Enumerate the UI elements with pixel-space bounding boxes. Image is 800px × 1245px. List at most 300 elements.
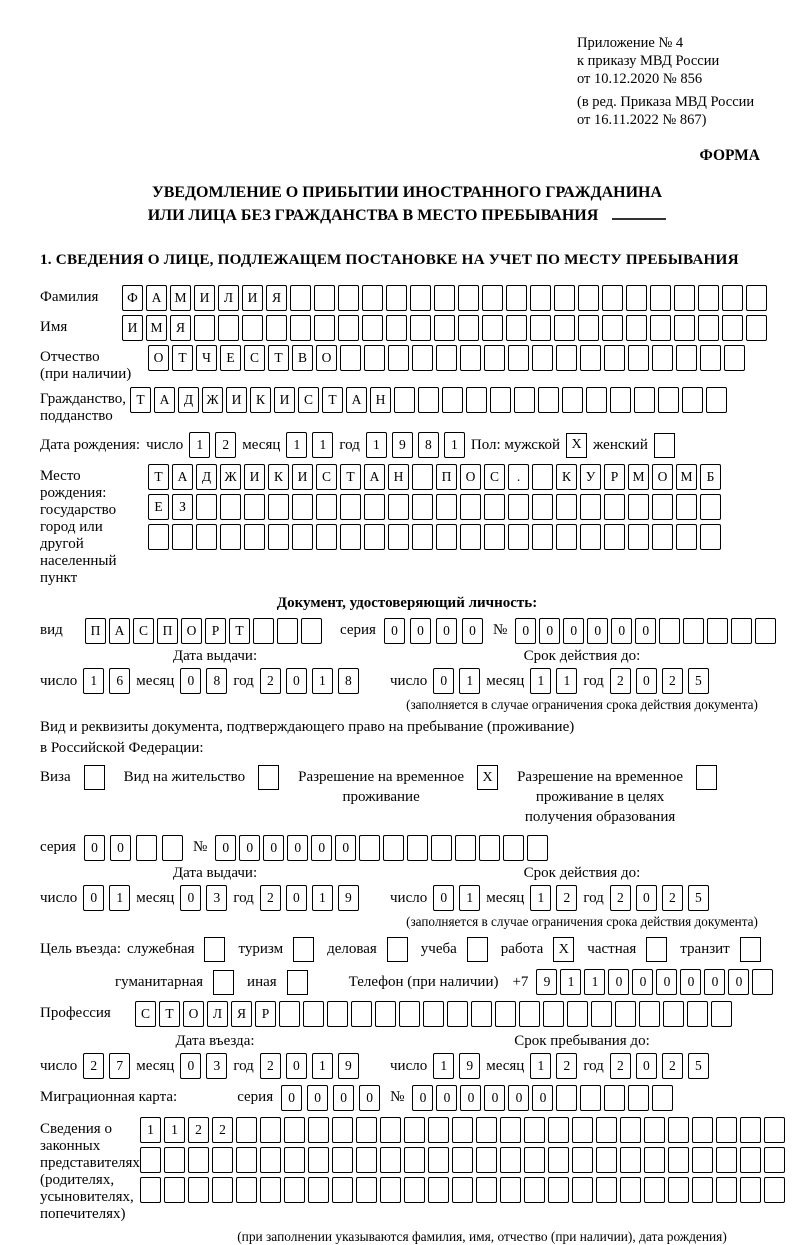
char-cell[interactable] — [260, 1117, 281, 1143]
char-cell[interactable] — [236, 1147, 257, 1173]
char-cell[interactable] — [500, 1177, 521, 1203]
char-cell[interactable] — [460, 494, 481, 520]
purpose-option-checkbox[interactable]: X — [553, 937, 574, 962]
char-cell[interactable]: А — [109, 618, 130, 644]
char-cell[interactable] — [253, 618, 274, 644]
char-cell[interactable]: 0 — [680, 969, 701, 995]
char-cell[interactable] — [663, 1001, 684, 1027]
char-cell[interactable] — [359, 835, 380, 861]
char-cell[interactable]: Т — [268, 345, 289, 371]
char-cell[interactable]: 0 — [333, 1085, 354, 1111]
char-cell[interactable] — [506, 315, 527, 341]
char-cell[interactable]: А — [364, 464, 385, 490]
char-cell[interactable] — [212, 1147, 233, 1173]
char-cell[interactable] — [548, 1177, 569, 1203]
char-cell[interactable] — [458, 315, 479, 341]
char-cell[interactable] — [303, 1001, 324, 1027]
char-cell[interactable] — [620, 1177, 641, 1203]
char-cell[interactable]: Ж — [220, 464, 241, 490]
date-cell[interactable]: 5 — [688, 1053, 709, 1079]
char-cell[interactable] — [716, 1177, 737, 1203]
char-cell[interactable] — [596, 1177, 617, 1203]
char-cell[interactable] — [644, 1147, 665, 1173]
char-cell[interactable] — [340, 524, 361, 550]
char-cell[interactable] — [604, 345, 625, 371]
char-cell[interactable] — [674, 315, 695, 341]
char-cell[interactable] — [652, 1085, 673, 1111]
char-cell[interactable]: И — [194, 285, 215, 311]
char-cell[interactable]: 0 — [563, 618, 584, 644]
date-cell[interactable]: 3 — [206, 1053, 227, 1079]
char-cell[interactable] — [412, 524, 433, 550]
char-cell[interactable] — [380, 1177, 401, 1203]
char-cell[interactable] — [236, 1177, 257, 1203]
char-cell[interactable] — [140, 1147, 161, 1173]
char-cell[interactable] — [706, 387, 727, 413]
char-cell[interactable]: 0 — [539, 618, 560, 644]
char-cell[interactable]: 9 — [536, 969, 557, 995]
char-cell[interactable] — [455, 835, 476, 861]
char-cell[interactable] — [524, 1177, 545, 1203]
char-cell[interactable]: Я — [266, 285, 287, 311]
char-cell[interactable] — [164, 1147, 185, 1173]
char-cell[interactable] — [386, 315, 407, 341]
char-cell[interactable] — [580, 524, 601, 550]
char-cell[interactable]: И — [292, 464, 313, 490]
char-cell[interactable]: А — [172, 464, 193, 490]
char-cell[interactable] — [394, 387, 415, 413]
char-cell[interactable] — [436, 494, 457, 520]
char-cell[interactable] — [423, 1001, 444, 1027]
date-cell[interactable]: 2 — [662, 668, 683, 694]
char-cell[interactable] — [383, 835, 404, 861]
char-cell[interactable] — [380, 1117, 401, 1143]
char-cell[interactable] — [220, 494, 241, 520]
char-cell[interactable] — [578, 315, 599, 341]
char-cell[interactable] — [572, 1147, 593, 1173]
char-cell[interactable]: 0 — [611, 618, 632, 644]
char-cell[interactable] — [634, 387, 655, 413]
purpose-option-checkbox[interactable] — [646, 937, 667, 962]
date-cell[interactable]: 8 — [418, 432, 439, 458]
char-cell[interactable] — [698, 285, 719, 311]
char-cell[interactable] — [277, 618, 298, 644]
date-cell[interactable]: 0 — [636, 1053, 657, 1079]
purpose-option-checkbox[interactable] — [387, 937, 408, 962]
char-cell[interactable] — [460, 345, 481, 371]
char-cell[interactable] — [746, 315, 767, 341]
char-cell[interactable] — [572, 1177, 593, 1203]
char-cell[interactable] — [644, 1177, 665, 1203]
char-cell[interactable] — [524, 1117, 545, 1143]
char-cell[interactable] — [284, 1147, 305, 1173]
date-cell[interactable]: 6 — [109, 668, 130, 694]
char-cell[interactable]: П — [157, 618, 178, 644]
purpose-option-checkbox[interactable] — [293, 937, 314, 962]
char-cell[interactable]: 0 — [484, 1085, 505, 1111]
char-cell[interactable]: 0 — [263, 835, 284, 861]
date-cell[interactable]: 1 — [530, 885, 551, 911]
char-cell[interactable] — [676, 345, 697, 371]
char-cell[interactable] — [692, 1117, 713, 1143]
date-cell[interactable]: 9 — [338, 885, 359, 911]
char-cell[interactable] — [626, 315, 647, 341]
char-cell[interactable] — [482, 315, 503, 341]
char-cell[interactable] — [698, 315, 719, 341]
char-cell[interactable] — [580, 1085, 601, 1111]
date-cell[interactable]: 3 — [206, 885, 227, 911]
char-cell[interactable] — [332, 1177, 353, 1203]
date-cell[interactable]: 2 — [556, 885, 577, 911]
char-cell[interactable] — [591, 1001, 612, 1027]
char-cell[interactable] — [556, 524, 577, 550]
char-cell[interactable] — [356, 1147, 377, 1173]
date-cell[interactable]: 2 — [662, 1053, 683, 1079]
char-cell[interactable]: А — [154, 387, 175, 413]
char-cell[interactable] — [244, 524, 265, 550]
char-cell[interactable] — [711, 1001, 732, 1027]
char-cell[interactable]: Р — [604, 464, 625, 490]
char-cell[interactable] — [452, 1177, 473, 1203]
char-cell[interactable] — [290, 285, 311, 311]
date-cell[interactable]: 2 — [556, 1053, 577, 1079]
char-cell[interactable] — [410, 285, 431, 311]
char-cell[interactable]: Т — [322, 387, 343, 413]
date-cell[interactable]: 1 — [459, 885, 480, 911]
char-cell[interactable] — [404, 1177, 425, 1203]
char-cell[interactable] — [308, 1147, 329, 1173]
char-cell[interactable] — [650, 285, 671, 311]
char-cell[interactable] — [301, 618, 322, 644]
date-cell[interactable]: 0 — [286, 1053, 307, 1079]
char-cell[interactable] — [148, 524, 169, 550]
char-cell[interactable] — [740, 1177, 761, 1203]
date-cell[interactable]: 5 — [688, 885, 709, 911]
char-cell[interactable] — [140, 1177, 161, 1203]
char-cell[interactable]: П — [436, 464, 457, 490]
char-cell[interactable] — [586, 387, 607, 413]
char-cell[interactable] — [172, 524, 193, 550]
date-cell[interactable]: 1 — [109, 885, 130, 911]
char-cell[interactable] — [404, 1147, 425, 1173]
char-cell[interactable] — [212, 1177, 233, 1203]
char-cell[interactable] — [479, 835, 500, 861]
char-cell[interactable]: О — [181, 618, 202, 644]
char-cell[interactable] — [188, 1177, 209, 1203]
purpose-option-checkbox[interactable] — [213, 970, 234, 995]
char-cell[interactable] — [652, 494, 673, 520]
date-cell[interactable]: 0 — [286, 885, 307, 911]
date-cell[interactable]: 9 — [338, 1053, 359, 1079]
char-cell[interactable] — [260, 1177, 281, 1203]
char-cell[interactable]: Р — [205, 618, 226, 644]
char-cell[interactable]: У — [580, 464, 601, 490]
date-cell[interactable]: 0 — [286, 668, 307, 694]
char-cell[interactable] — [676, 494, 697, 520]
char-cell[interactable] — [500, 1147, 521, 1173]
char-cell[interactable] — [364, 494, 385, 520]
char-cell[interactable]: 0 — [311, 835, 332, 861]
char-cell[interactable] — [452, 1147, 473, 1173]
char-cell[interactable] — [292, 494, 313, 520]
char-cell[interactable] — [495, 1001, 516, 1027]
char-cell[interactable] — [314, 315, 335, 341]
date-cell[interactable]: 1 — [312, 1053, 333, 1079]
char-cell[interactable] — [404, 1117, 425, 1143]
char-cell[interactable] — [308, 1177, 329, 1203]
date-cell[interactable]: 1 — [312, 668, 333, 694]
char-cell[interactable] — [548, 1117, 569, 1143]
char-cell[interactable] — [626, 285, 647, 311]
char-cell[interactable] — [428, 1117, 449, 1143]
char-cell[interactable]: М — [676, 464, 697, 490]
char-cell[interactable] — [722, 285, 743, 311]
char-cell[interactable]: И — [226, 387, 247, 413]
char-cell[interactable] — [716, 1147, 737, 1173]
char-cell[interactable] — [596, 1147, 617, 1173]
date-cell[interactable]: 1 — [459, 668, 480, 694]
char-cell[interactable] — [604, 494, 625, 520]
char-cell[interactable]: М — [170, 285, 191, 311]
char-cell[interactable] — [658, 387, 679, 413]
char-cell[interactable] — [554, 285, 575, 311]
gender-female-checkbox[interactable] — [654, 433, 675, 458]
char-cell[interactable]: 0 — [436, 618, 457, 644]
char-cell[interactable] — [764, 1117, 785, 1143]
char-cell[interactable] — [418, 387, 439, 413]
char-cell[interactable] — [652, 524, 673, 550]
char-cell[interactable] — [543, 1001, 564, 1027]
char-cell[interactable] — [407, 835, 428, 861]
char-cell[interactable]: 0 — [632, 969, 653, 995]
char-cell[interactable] — [434, 285, 455, 311]
char-cell[interactable]: . — [508, 464, 529, 490]
char-cell[interactable] — [284, 1117, 305, 1143]
date-cell[interactable]: 2 — [260, 668, 281, 694]
char-cell[interactable] — [578, 285, 599, 311]
char-cell[interactable] — [556, 494, 577, 520]
char-cell[interactable] — [755, 618, 776, 644]
date-cell[interactable]: 7 — [109, 1053, 130, 1079]
char-cell[interactable] — [604, 1085, 625, 1111]
char-cell[interactable]: Т — [148, 464, 169, 490]
char-cell[interactable] — [676, 524, 697, 550]
char-cell[interactable] — [242, 315, 263, 341]
char-cell[interactable] — [628, 494, 649, 520]
char-cell[interactable] — [604, 524, 625, 550]
char-cell[interactable] — [236, 1117, 257, 1143]
char-cell[interactable] — [388, 524, 409, 550]
char-cell[interactable]: К — [556, 464, 577, 490]
char-cell[interactable] — [532, 345, 553, 371]
char-cell[interactable] — [580, 494, 601, 520]
date-cell[interactable]: 0 — [433, 668, 454, 694]
form-number-blank[interactable] — [612, 218, 666, 220]
char-cell[interactable] — [722, 315, 743, 341]
char-cell[interactable] — [196, 524, 217, 550]
char-cell[interactable] — [356, 1117, 377, 1143]
char-cell[interactable]: 0 — [635, 618, 656, 644]
char-cell[interactable] — [431, 835, 452, 861]
date-cell[interactable]: 2 — [260, 885, 281, 911]
char-cell[interactable] — [683, 618, 704, 644]
char-cell[interactable] — [484, 345, 505, 371]
char-cell[interactable] — [362, 315, 383, 341]
char-cell[interactable]: 0 — [460, 1085, 481, 1111]
char-cell[interactable] — [532, 464, 553, 490]
char-cell[interactable]: Т — [130, 387, 151, 413]
char-cell[interactable]: 0 — [335, 835, 356, 861]
char-cell[interactable] — [484, 524, 505, 550]
char-cell[interactable]: 0 — [307, 1085, 328, 1111]
char-cell[interactable] — [508, 494, 529, 520]
char-cell[interactable]: Т — [159, 1001, 180, 1027]
char-cell[interactable]: Е — [220, 345, 241, 371]
char-cell[interactable] — [508, 524, 529, 550]
char-cell[interactable] — [700, 494, 721, 520]
date-cell[interactable]: 1 — [286, 432, 307, 458]
date-cell[interactable]: 1 — [530, 1053, 551, 1079]
char-cell[interactable]: Ч — [196, 345, 217, 371]
char-cell[interactable] — [436, 345, 457, 371]
char-cell[interactable]: 0 — [281, 1085, 302, 1111]
char-cell[interactable] — [650, 315, 671, 341]
char-cell[interactable]: Н — [388, 464, 409, 490]
char-cell[interactable] — [220, 524, 241, 550]
char-cell[interactable] — [764, 1177, 785, 1203]
char-cell[interactable] — [580, 345, 601, 371]
char-cell[interactable] — [562, 387, 583, 413]
char-cell[interactable] — [362, 285, 383, 311]
char-cell[interactable]: Т — [340, 464, 361, 490]
char-cell[interactable] — [290, 315, 311, 341]
char-cell[interactable] — [602, 315, 623, 341]
date-cell[interactable]: 1 — [433, 1053, 454, 1079]
char-cell[interactable]: 0 — [462, 618, 483, 644]
char-cell[interactable] — [596, 1117, 617, 1143]
char-cell[interactable]: С — [316, 464, 337, 490]
char-cell[interactable]: Я — [231, 1001, 252, 1027]
char-cell[interactable] — [707, 618, 728, 644]
char-cell[interactable] — [244, 494, 265, 520]
char-cell[interactable] — [716, 1117, 737, 1143]
char-cell[interactable] — [340, 345, 361, 371]
char-cell[interactable]: П — [85, 618, 106, 644]
date-cell[interactable]: 8 — [206, 668, 227, 694]
char-cell[interactable]: Ж — [202, 387, 223, 413]
char-cell[interactable] — [700, 524, 721, 550]
char-cell[interactable] — [652, 345, 673, 371]
date-cell[interactable]: 2 — [662, 885, 683, 911]
char-cell[interactable]: 1 — [164, 1117, 185, 1143]
char-cell[interactable] — [530, 315, 551, 341]
char-cell[interactable] — [610, 387, 631, 413]
char-cell[interactable] — [388, 494, 409, 520]
date-cell[interactable]: 1 — [312, 885, 333, 911]
char-cell[interactable] — [316, 494, 337, 520]
char-cell[interactable] — [490, 387, 511, 413]
char-cell[interactable]: З — [172, 494, 193, 520]
date-cell[interactable]: 8 — [338, 668, 359, 694]
char-cell[interactable]: 0 — [239, 835, 260, 861]
char-cell[interactable] — [218, 315, 239, 341]
residence-permit-checkbox[interactable] — [258, 765, 279, 790]
char-cell[interactable] — [532, 494, 553, 520]
char-cell[interactable] — [447, 1001, 468, 1027]
char-cell[interactable]: А — [146, 285, 167, 311]
char-cell[interactable] — [332, 1117, 353, 1143]
char-cell[interactable] — [476, 1177, 497, 1203]
char-cell[interactable]: 0 — [110, 835, 131, 861]
char-cell[interactable] — [194, 315, 215, 341]
char-cell[interactable] — [508, 345, 529, 371]
char-cell[interactable]: 0 — [532, 1085, 553, 1111]
char-cell[interactable]: Д — [178, 387, 199, 413]
date-cell[interactable]: 0 — [180, 885, 201, 911]
char-cell[interactable] — [164, 1177, 185, 1203]
char-cell[interactable]: Е — [148, 494, 169, 520]
char-cell[interactable] — [196, 494, 217, 520]
char-cell[interactable]: Р — [255, 1001, 276, 1027]
char-cell[interactable]: В — [292, 345, 313, 371]
char-cell[interactable] — [388, 345, 409, 371]
char-cell[interactable] — [338, 315, 359, 341]
date-cell[interactable]: 2 — [215, 432, 236, 458]
char-cell[interactable]: 2 — [212, 1117, 233, 1143]
char-cell[interactable] — [602, 285, 623, 311]
char-cell[interactable] — [700, 345, 721, 371]
char-cell[interactable] — [668, 1117, 689, 1143]
char-cell[interactable]: С — [133, 618, 154, 644]
char-cell[interactable] — [314, 285, 335, 311]
purpose-option-checkbox[interactable] — [204, 937, 225, 962]
visa-checkbox[interactable] — [84, 765, 105, 790]
char-cell[interactable] — [692, 1177, 713, 1203]
char-cell[interactable]: И — [122, 315, 143, 341]
char-cell[interactable] — [136, 835, 157, 861]
date-cell[interactable]: 0 — [83, 885, 104, 911]
char-cell[interactable] — [292, 524, 313, 550]
char-cell[interactable] — [620, 1147, 641, 1173]
char-cell[interactable] — [567, 1001, 588, 1027]
date-cell[interactable]: 1 — [189, 432, 210, 458]
char-cell[interactable] — [442, 387, 463, 413]
char-cell[interactable] — [476, 1117, 497, 1143]
char-cell[interactable]: О — [316, 345, 337, 371]
char-cell[interactable] — [668, 1147, 689, 1173]
char-cell[interactable]: Н — [370, 387, 391, 413]
char-cell[interactable] — [639, 1001, 660, 1027]
char-cell[interactable] — [308, 1117, 329, 1143]
date-cell[interactable]: 9 — [392, 432, 413, 458]
char-cell[interactable] — [266, 315, 287, 341]
date-cell[interactable]: 0 — [636, 885, 657, 911]
char-cell[interactable] — [615, 1001, 636, 1027]
char-cell[interactable] — [556, 1085, 577, 1111]
date-cell[interactable]: 9 — [459, 1053, 480, 1079]
char-cell[interactable] — [458, 285, 479, 311]
char-cell[interactable]: 0 — [608, 969, 629, 995]
char-cell[interactable]: С — [484, 464, 505, 490]
char-cell[interactable]: 0 — [215, 835, 236, 861]
char-cell[interactable]: О — [183, 1001, 204, 1027]
date-cell[interactable]: 2 — [610, 885, 631, 911]
char-cell[interactable]: Д — [196, 464, 217, 490]
char-cell[interactable]: Я — [170, 315, 191, 341]
char-cell[interactable]: М — [628, 464, 649, 490]
char-cell[interactable]: 0 — [359, 1085, 380, 1111]
char-cell[interactable]: И — [244, 464, 265, 490]
